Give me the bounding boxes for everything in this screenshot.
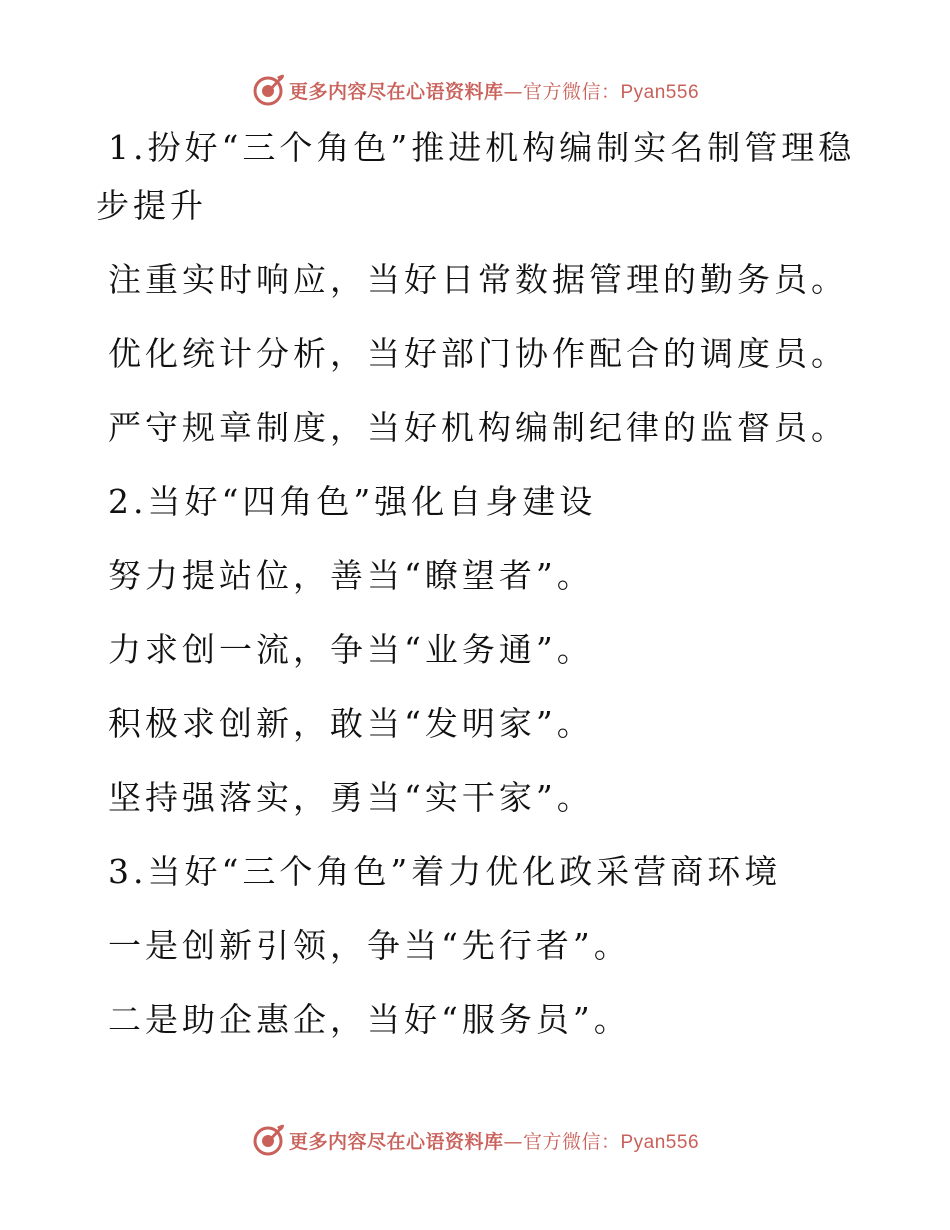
paragraph-line: 坚持强落实，勇当“实干家”。 [108, 778, 594, 817]
paragraph-line: 努力提站位，善当“瞭望者”。 [108, 556, 594, 595]
banner-text [289, 77, 699, 104]
paragraph-line: 积极求创新，敢当“发明家”。 [108, 704, 594, 743]
quill-seal-logo-icon [251, 1123, 285, 1157]
heading-2: 2.当好“四角色”强化自身建设 [108, 482, 597, 521]
header-banner [0, 70, 950, 110]
paragraph-line: 力求创一流，争当“业务通”。 [108, 630, 594, 669]
banner-wechat-id: Pyan556 [620, 1131, 700, 1153]
quill-seal-logo-icon [251, 73, 285, 107]
banner-site-name: 更多内容尽在心语资料库 [288, 1130, 504, 1153]
paragraph-line: 严守规章制度，当好机构编制纪律的监督员。 [108, 408, 848, 447]
banner-text [289, 1127, 699, 1154]
banner-wechat-id: Pyan556 [620, 81, 700, 103]
banner-dash: — [503, 80, 523, 103]
banner-official-label: 官方微信： [522, 1130, 621, 1153]
paragraph-line: 优化统计分析，当好部门协作配合的调度员。 [108, 334, 848, 373]
heading-3: 3.当好“三个角色”着力优化政采营商环境 [108, 852, 782, 891]
heading-1-line-2: 步提升 [96, 186, 207, 225]
paragraph-line: 二是助企惠企，当好“服务员”。 [108, 1000, 631, 1039]
banner-official-label: 官方微信： [522, 80, 621, 103]
footer-banner [0, 1120, 950, 1160]
paragraph-line: 注重实时响应，当好日常数据管理的勤务员。 [108, 260, 848, 299]
banner-dash: — [503, 1130, 523, 1153]
heading-1-line-1: 1.扮好“三个角色”推进机构编制实名制管理稳 [108, 128, 856, 167]
banner-site-name: 更多内容尽在心语资料库 [288, 80, 504, 103]
paragraph-line: 一是创新引领，争当“先行者”。 [108, 926, 631, 965]
